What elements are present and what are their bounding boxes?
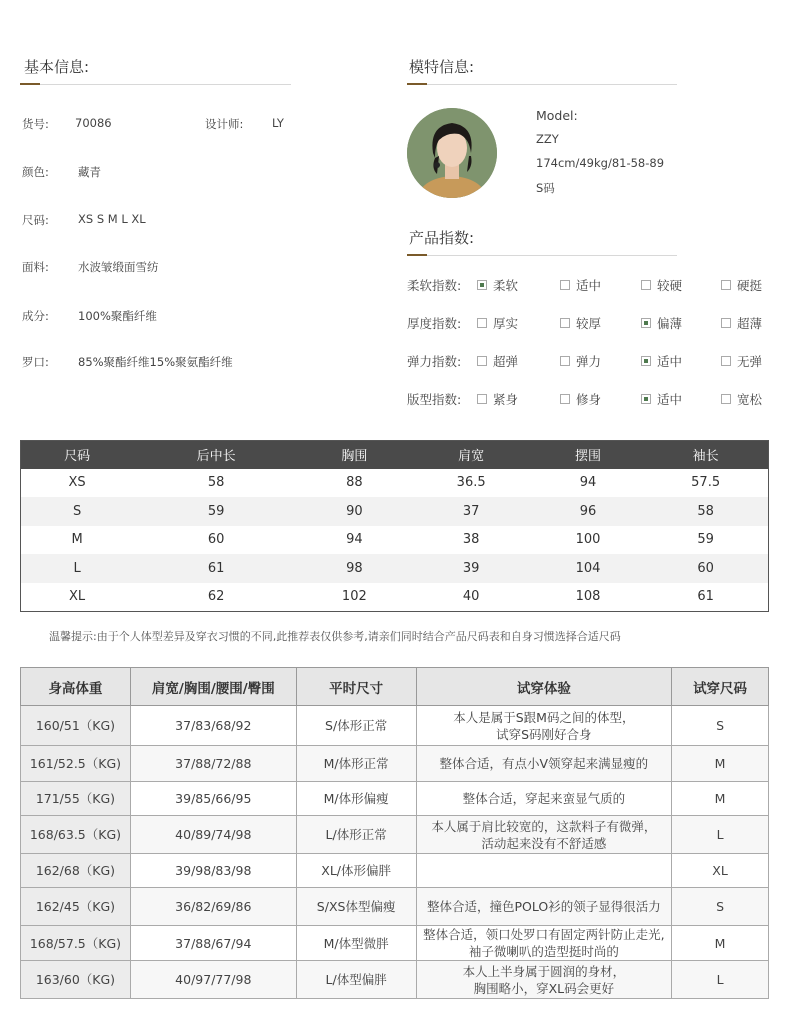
size-cell: 60 xyxy=(643,554,768,583)
checkbox-icon[interactable] xyxy=(477,356,487,366)
model-portrait-icon xyxy=(407,108,497,198)
size-cell: XL xyxy=(69,589,86,605)
fit-cell: XL/体形偏胖 xyxy=(296,854,416,888)
basic-info-label: 面料: xyxy=(22,260,49,274)
index-option-label: 厚实 xyxy=(493,316,519,331)
fit-row xyxy=(21,816,769,854)
fit-row xyxy=(21,854,769,888)
size-cell: 104 xyxy=(533,554,644,583)
index-option[interactable] xyxy=(560,390,601,408)
basic-info-divider xyxy=(20,84,291,85)
index-option[interactable] xyxy=(477,352,518,370)
size-cell: 37 xyxy=(410,497,533,526)
fit-row xyxy=(21,888,769,926)
fit-cell: 整体合适，撞色POLO衫的领子显得很活力 xyxy=(416,888,672,926)
model-stats: 174cm/49kg/81-58-89 xyxy=(536,156,665,170)
fit-cell: M/体形正常 xyxy=(296,746,416,782)
checkbox-icon[interactable] xyxy=(477,318,487,328)
fit-cell: 162/45（KG) xyxy=(21,888,131,926)
fit-cell: 40/97/77/98 xyxy=(130,961,296,999)
fit-cell xyxy=(416,854,672,888)
index-option-label: 宽松 xyxy=(737,392,763,407)
product-index-title: 产品指数: xyxy=(409,229,475,247)
basic-info-label: 尺码: xyxy=(22,213,49,227)
basic-info-title: 基本信息: xyxy=(24,58,90,76)
fit-header-cell: 平时尺寸 xyxy=(296,668,416,706)
size-chart-table xyxy=(20,440,769,612)
checkbox-icon[interactable] xyxy=(721,356,731,366)
fit-cell: S xyxy=(672,888,769,926)
index-option-label: 紧身 xyxy=(493,392,519,407)
basic-info-value: 藏青 xyxy=(78,165,101,179)
basic-info-label: 颜色: xyxy=(22,165,49,179)
size-cell: 100 xyxy=(575,532,601,548)
model-size: S码 xyxy=(536,181,555,195)
checkbox-icon[interactable] xyxy=(560,280,570,290)
index-option[interactable] xyxy=(641,276,682,294)
index-option-label: 超弹 xyxy=(493,354,519,369)
fit-cell: 37/83/68/92 xyxy=(130,706,296,746)
fit-cell: S xyxy=(672,706,769,746)
index-option-label: 较硬 xyxy=(657,278,683,293)
fit-cell: M xyxy=(672,746,769,782)
checkbox-icon[interactable] xyxy=(641,280,651,290)
index-option[interactable] xyxy=(721,390,762,408)
index-option[interactable] xyxy=(560,276,601,294)
index-label: 版型指数: xyxy=(407,392,462,407)
index-option[interactable] xyxy=(641,314,682,332)
fit-cell: 本人是属于S跟M码之间的体型， 试穿S码刚好合身 xyxy=(416,706,672,746)
fit-cell: 39/98/83/98 xyxy=(130,854,296,888)
fit-cell: 161/52.5（KG) xyxy=(21,746,131,782)
try-on-table xyxy=(20,667,769,999)
size-header-cell: 摆围 xyxy=(533,441,644,469)
checkbox-icon[interactable] xyxy=(641,394,651,404)
fit-header-cell: 试穿尺码 xyxy=(672,668,769,706)
fit-cell: 171/55（KG) xyxy=(21,782,131,816)
size-cell: 58 xyxy=(207,475,225,491)
fit-cell: L xyxy=(672,816,769,854)
index-label: 弹力指数: xyxy=(407,354,462,369)
size-header-cell: 胸围 xyxy=(299,441,410,469)
checkbox-icon[interactable] xyxy=(721,280,731,290)
basic-info-value: XS S M L XL xyxy=(78,212,146,226)
fit-row xyxy=(21,782,769,816)
size-cell: 61 xyxy=(133,554,299,583)
size-cell: 88 xyxy=(346,475,363,491)
size-header-cell: 袖长 xyxy=(643,441,768,469)
model-info-divider xyxy=(407,84,677,85)
basic-info-label: 成分: xyxy=(22,309,49,323)
index-label: 柔软指数: xyxy=(407,278,462,293)
fit-header-cell: 肩宽/胸围/腰围/臀围 xyxy=(130,668,296,706)
fit-cell: 40/89/74/98 xyxy=(130,816,296,854)
size-row xyxy=(21,554,769,583)
size-cell: 102 xyxy=(341,589,367,605)
index-option[interactable] xyxy=(641,390,682,408)
fit-header-cell: 身高体重 xyxy=(21,668,131,706)
index-option[interactable] xyxy=(721,352,762,370)
size-cell: 62 xyxy=(207,589,225,605)
size-row xyxy=(21,526,769,555)
fit-cell: 整体合适，穿起来蛮显气质的 xyxy=(416,782,672,816)
index-option-label: 适中 xyxy=(576,278,602,293)
checkbox-icon[interactable] xyxy=(721,394,731,404)
fit-cell: M xyxy=(672,926,769,961)
index-option[interactable] xyxy=(721,276,762,294)
fit-cell: 整体合适，领口处罗口有固定两针防止走光, 袖子微喇叭的造型挺时尚的 xyxy=(416,926,672,961)
fit-cell: L xyxy=(672,961,769,999)
checkbox-icon[interactable] xyxy=(560,394,570,404)
index-option-label: 无弹 xyxy=(737,354,763,369)
size-cell: 59 xyxy=(697,532,714,548)
checkbox-icon[interactable] xyxy=(477,280,487,290)
size-cell: 60 xyxy=(207,532,225,548)
designer-label: 设计师: xyxy=(205,117,244,131)
basic-info-label: 货号: xyxy=(22,117,49,131)
index-option-label: 超薄 xyxy=(737,316,763,331)
fit-cell: S/XS体型偏瘦 xyxy=(296,888,416,926)
size-cell: 59 xyxy=(133,497,299,526)
index-option-label: 较厚 xyxy=(576,316,602,331)
fit-cell: M/体型微胖 xyxy=(296,926,416,961)
index-option[interactable] xyxy=(641,352,682,370)
fit-cell: 162/68（KG) xyxy=(21,854,131,888)
checkbox-icon[interactable] xyxy=(641,318,651,328)
fit-cell: L/体型偏胖 xyxy=(296,961,416,999)
size-header-cell: 后中长 xyxy=(133,441,299,469)
index-option[interactable] xyxy=(560,352,601,370)
fit-cell: M/体形偏瘦 xyxy=(296,782,416,816)
index-option-label: 偏薄 xyxy=(657,316,683,331)
fit-row xyxy=(21,746,769,782)
size-cell: 98 xyxy=(299,554,410,583)
index-option-label: 修身 xyxy=(576,392,602,407)
product-index-divider xyxy=(407,255,677,256)
size-cell: 61 xyxy=(697,589,714,605)
fit-row xyxy=(21,706,769,746)
index-option[interactable] xyxy=(477,390,518,408)
size-row xyxy=(21,469,769,498)
fit-cell: 163/60（KG) xyxy=(21,961,131,999)
fit-cell: 36/82/69/86 xyxy=(130,888,296,926)
fit-tip: 温馨提示:由于个人体型差异及穿衣习惯的不同,此推荐表仅供参考,请亲们同时结合产品尺码表和自身习惯选择合适尺码 xyxy=(49,630,621,643)
size-cell: 39 xyxy=(410,554,533,583)
size-cell: 57.5 xyxy=(691,475,721,491)
checkbox-icon[interactable] xyxy=(641,356,651,366)
size-row xyxy=(21,497,769,526)
fit-cell: 39/85/66/95 xyxy=(130,782,296,816)
fit-cell: L/体形正常 xyxy=(296,816,416,854)
fit-cell: 37/88/72/88 xyxy=(130,746,296,782)
basic-info-value: 100%聚酯纤维 xyxy=(78,309,157,323)
fit-cell: S/体形正常 xyxy=(296,706,416,746)
model-info-title: 模特信息: xyxy=(409,58,475,76)
size-cell: 108 xyxy=(575,589,601,605)
size-cell: 38 xyxy=(462,532,480,548)
fit-cell: 160/51（KG) xyxy=(21,706,131,746)
model-name: ZZY xyxy=(536,132,559,146)
designer-value: LY xyxy=(272,116,284,130)
index-option-label: 柔软 xyxy=(493,278,519,293)
size-cell: M xyxy=(71,532,83,548)
size-cell: 40 xyxy=(462,589,480,605)
index-option[interactable] xyxy=(560,314,601,332)
fit-cell: 37/88/67/94 xyxy=(130,926,296,961)
index-option[interactable] xyxy=(477,314,518,332)
fit-cell: 本人属于肩比较宽的，这款料子有微弹， 活动起来没有不舒适感 xyxy=(416,816,672,854)
basic-info-value: 70086 xyxy=(75,116,112,130)
fit-row xyxy=(21,926,769,961)
basic-info-value: 水波皱缎面雪纺 xyxy=(78,260,159,274)
checkbox-icon[interactable] xyxy=(560,356,570,366)
size-cell: 96 xyxy=(533,497,644,526)
size-header-cell: 肩宽 xyxy=(410,441,533,469)
model-label: Model: xyxy=(536,108,578,123)
size-cell: L xyxy=(21,554,134,583)
checkbox-icon[interactable] xyxy=(477,394,487,404)
size-cell: 36.5 xyxy=(456,475,486,491)
size-cell: 90 xyxy=(299,497,410,526)
fit-cell: 168/63.5（KG) xyxy=(21,816,131,854)
fit-header-cell: 试穿体验 xyxy=(416,668,672,706)
fit-row xyxy=(21,961,769,999)
fit-cell: 本人上半身属于圆润的身材， 胸围略小，穿XL码会更好 xyxy=(416,961,672,999)
index-label: 厚度指数: xyxy=(407,316,462,331)
basic-info-label: 罗口: xyxy=(22,355,49,369)
size-row xyxy=(21,583,769,612)
model-avatar xyxy=(407,108,497,198)
fit-cell: 整体合适，有点小V领穿起来满显瘦的 xyxy=(416,746,672,782)
index-option[interactable] xyxy=(477,276,518,294)
index-option-label: 适中 xyxy=(657,392,683,407)
size-cell: 58 xyxy=(643,497,768,526)
basic-info-value: 85%聚酯纤维15%聚氨酯纤维 xyxy=(78,355,233,369)
fit-cell: XL xyxy=(672,854,769,888)
size-header-cell: 尺码 xyxy=(21,441,134,469)
size-cell: 94 xyxy=(579,475,597,491)
checkbox-icon[interactable] xyxy=(560,318,570,328)
fit-cell: M xyxy=(672,782,769,816)
index-option-label: 硬挺 xyxy=(737,278,763,293)
fit-cell: 168/57.5（KG) xyxy=(21,926,131,961)
index-option-label: 弹力 xyxy=(576,354,602,369)
index-option-label: 适中 xyxy=(657,354,683,369)
checkbox-icon[interactable] xyxy=(721,318,731,328)
index-option[interactable] xyxy=(721,314,762,332)
size-cell: 94 xyxy=(346,532,363,548)
size-cell: XS xyxy=(68,475,86,491)
size-cell: S xyxy=(21,497,134,526)
